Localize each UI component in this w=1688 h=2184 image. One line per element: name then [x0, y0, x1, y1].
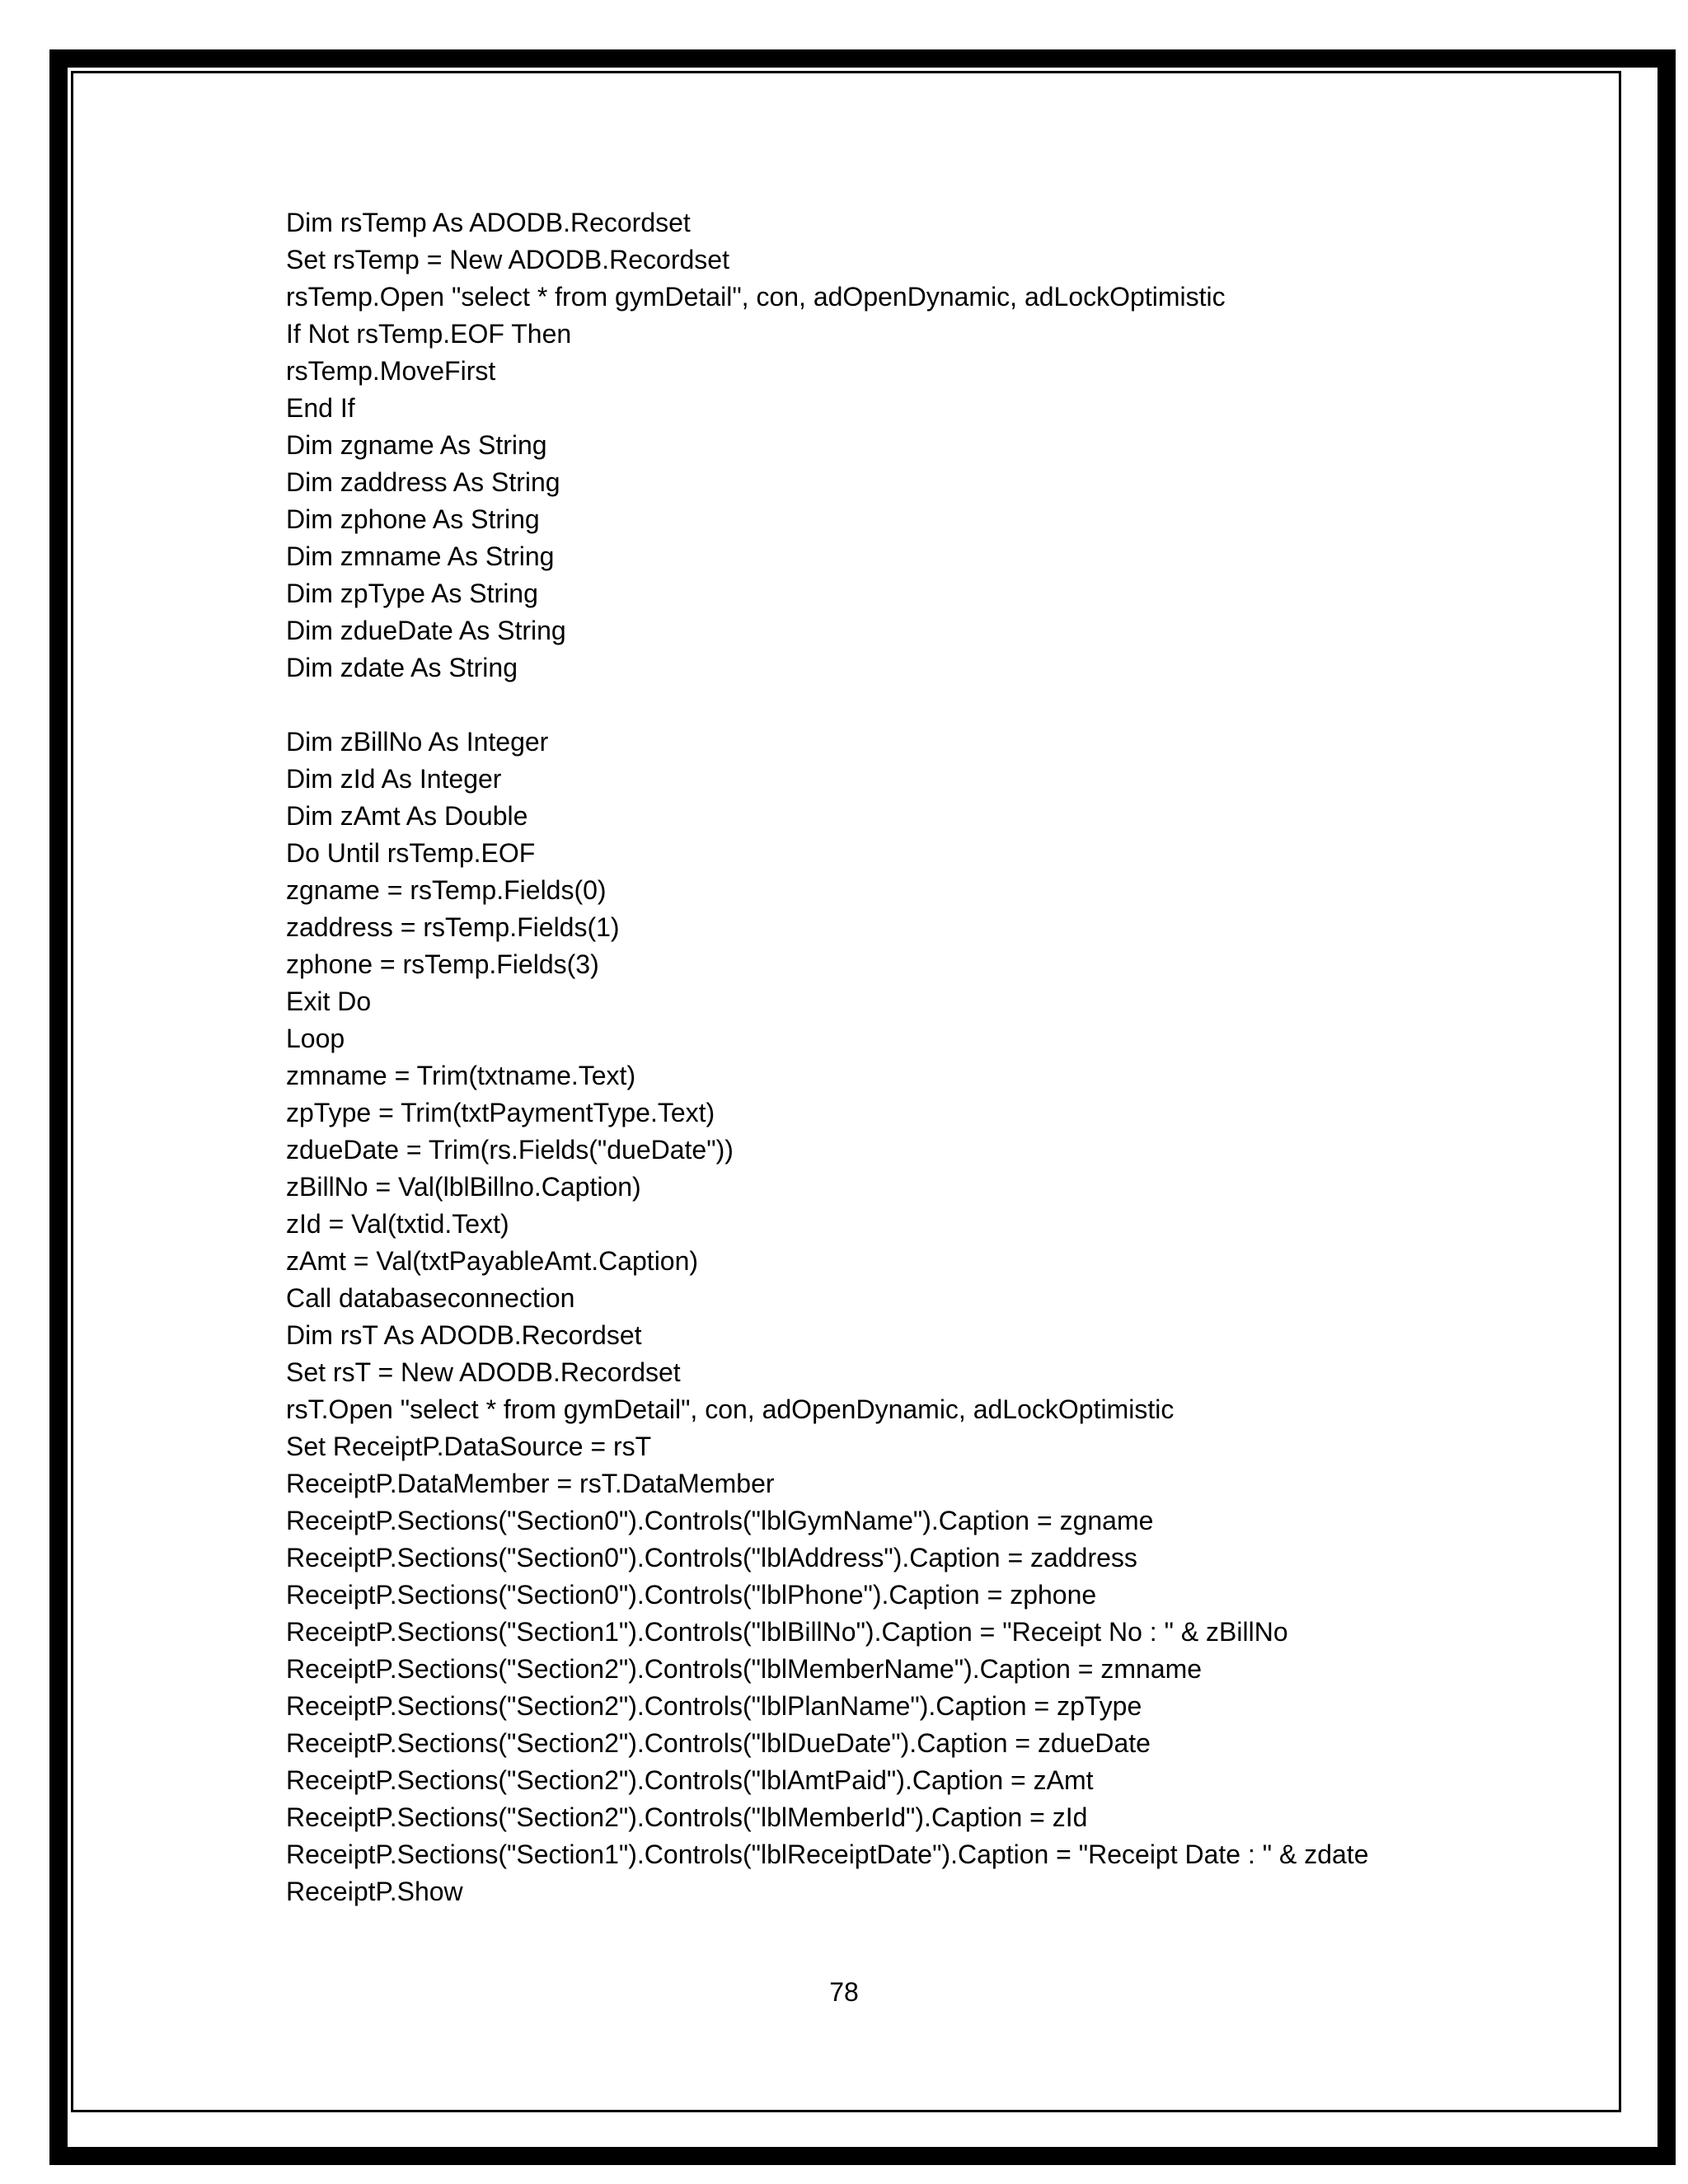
code-line: rsTemp.Open "select * from gymDetail", con, adOpenDynamic, adLockOptimistic [286, 282, 1226, 312]
code-line: Dim zmname As String [286, 541, 555, 571]
code-line: ReceiptP.Sections("Section1").Controls("lblBillNo").Caption = "Receipt No : " & zBillNo [286, 1617, 1288, 1647]
code-line: ReceiptP.Sections("Section2").Controls("lblMemberId").Caption = zId [286, 1802, 1088, 1832]
page-number: 78 [829, 1977, 859, 2007]
code-line: zId = Val(txtid.Text) [286, 1209, 509, 1239]
code-line: Set rsTemp = New ADODB.Recordset [286, 245, 729, 274]
code-line: zmname = Trim(txtname.Text) [286, 1061, 636, 1090]
code-line: ReceiptP.Sections("Section2").Controls("lblMemberName").Caption = zmname [286, 1654, 1203, 1684]
code-line: Dim rsTemp As ADODB.Recordset [286, 208, 691, 237]
code-line: Dim zAmt As Double [286, 801, 528, 831]
code-line: zdueDate = Trim(rs.Fields("dueDate")) [286, 1135, 734, 1165]
code-line: Dim zpType As String [286, 579, 538, 608]
code-line: rsTemp.MoveFirst [286, 356, 496, 386]
code-line: ReceiptP.Sections("Section0").Controls("lblPhone").Caption = zphone [286, 1580, 1097, 1610]
code-line: Dim zdueDate As String [286, 616, 566, 645]
code-line: Loop [286, 1024, 345, 1053]
code-line: ReceiptP.Sections("Section2").Controls("lblPlanName").Caption = zpType [286, 1691, 1142, 1721]
code-line: Dim zdate As String [286, 653, 518, 682]
code-line: Dim zgname As String [286, 430, 547, 460]
code-line: zAmt = Val(txtPayableAmt.Caption) [286, 1246, 699, 1276]
code-line: Dim zaddress As String [286, 467, 560, 497]
code-line: Dim zphone As String [286, 504, 540, 534]
code-line: ReceiptP.Sections("Section0").Controls("lblGymName").Caption = zgname [286, 1506, 1154, 1535]
code-line: Set ReceiptP.DataSource = rsT [286, 1432, 652, 1461]
code-line: ReceiptP.Sections("Section2").Controls("lblAmtPaid").Caption = zAmt [286, 1765, 1094, 1795]
code-line: Set rsT = New ADODB.Recordset [286, 1357, 681, 1387]
code-line: ReceiptP.Sections("Section2").Controls("lblDueDate").Caption = zdueDate [286, 1728, 1151, 1758]
code-line: ReceiptP.Sections("Section1").Controls("lblReceiptDate").Caption = "Receipt Date : " & zdate [286, 1840, 1369, 1869]
code-line: If Not rsTemp.EOF Then [286, 319, 572, 349]
code-line: ReceiptP.Sections("Section0").Controls("lblAddress").Caption = zaddress [286, 1543, 1137, 1572]
code-line: ReceiptP.Show [286, 1877, 463, 1906]
code-line: zBillNo = Val(lblBillno.Caption) [286, 1172, 641, 1202]
code-listing [286, 204, 1572, 1910]
code-line: Dim rsT As ADODB.Recordset [286, 1320, 642, 1350]
code-line: Dim zId As Integer [286, 764, 502, 794]
code-line: Exit Do [286, 987, 372, 1016]
code-line: Dim zBillNo As Integer [286, 727, 549, 757]
code-line: zaddress = rsTemp.Fields(1) [286, 912, 620, 942]
code-line: Do Until rsTemp.EOF [286, 838, 536, 868]
code-line: zpType = Trim(txtPaymentType.Text) [286, 1098, 715, 1127]
code-line: End If [286, 393, 355, 423]
code-line: Call databaseconnection [286, 1283, 575, 1313]
code-line: zphone = rsTemp.Fields(3) [286, 949, 599, 979]
code-line: zgname = rsTemp.Fields(0) [286, 875, 607, 905]
code-line: rsT.Open "select * from gymDetail", con, adOpenDynamic, adLockOptimistic [286, 1394, 1175, 1424]
code-line [286, 687, 1572, 724]
code-line: ReceiptP.DataMember = rsT.DataMember [286, 1469, 775, 1498]
